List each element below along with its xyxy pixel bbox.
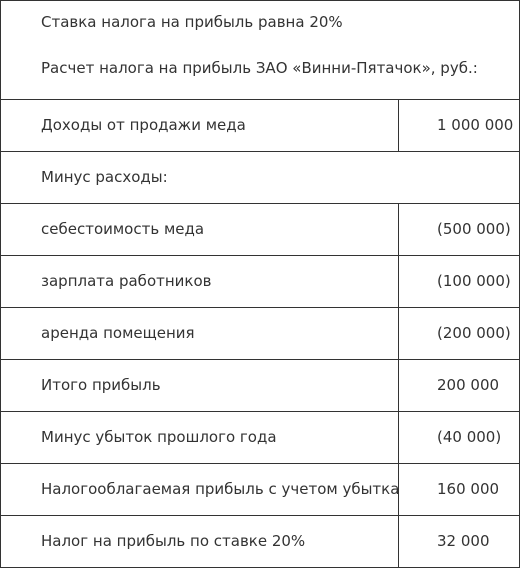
table-row-taxable-profit xyxy=(1,464,519,516)
row-label: себестоимость меда xyxy=(41,220,205,238)
row-value: (40 000) xyxy=(437,428,502,446)
row-value: (500 000) xyxy=(437,220,511,238)
row-label: Минус расходы: xyxy=(41,168,168,186)
row-value-cell xyxy=(398,464,519,515)
tax-rate-text: Ставка налога на прибыль равна 20% xyxy=(41,13,343,31)
row-label: аренда помещения xyxy=(41,324,195,342)
table-row-total-profit xyxy=(1,360,519,412)
table-row-tax-amount xyxy=(1,516,519,567)
row-value: 1 000 000 xyxy=(437,116,514,134)
row-label: зарплата работников xyxy=(41,272,212,290)
row-label: Итого прибыль xyxy=(41,376,161,394)
table-row-income xyxy=(1,100,519,152)
calculation-title: Расчет налога на прибыль ЗАО «Винни-Пятачок», руб.: xyxy=(41,59,478,77)
row-value: (100 000) xyxy=(437,272,511,290)
row-value-cell xyxy=(398,360,519,411)
table-row-prior-loss xyxy=(1,412,519,464)
table-row-cost-of-honey xyxy=(1,204,519,256)
row-value-cell xyxy=(398,516,519,567)
table-row-rent xyxy=(1,308,519,360)
row-value: 160 000 xyxy=(437,480,500,498)
row-value: 200 000 xyxy=(437,376,500,394)
table-header xyxy=(1,1,519,100)
row-label: Минус убыток прошлого года xyxy=(41,428,277,446)
row-value-cell xyxy=(398,412,519,463)
row-value-cell xyxy=(398,308,519,359)
row-value-cell xyxy=(398,100,519,151)
table-row-salaries xyxy=(1,256,519,308)
row-value-cell xyxy=(398,204,519,255)
table-row-expenses-header xyxy=(1,152,519,204)
row-value: (200 000) xyxy=(437,324,511,342)
row-label: Налогооблагаемая прибыль с учетом убытка xyxy=(41,480,400,498)
row-label: Налог на прибыль по ставке 20% xyxy=(41,532,306,550)
row-label: Доходы от продажи меда xyxy=(41,116,246,134)
row-value: 32 000 xyxy=(437,532,490,550)
row-value-cell xyxy=(398,256,519,307)
